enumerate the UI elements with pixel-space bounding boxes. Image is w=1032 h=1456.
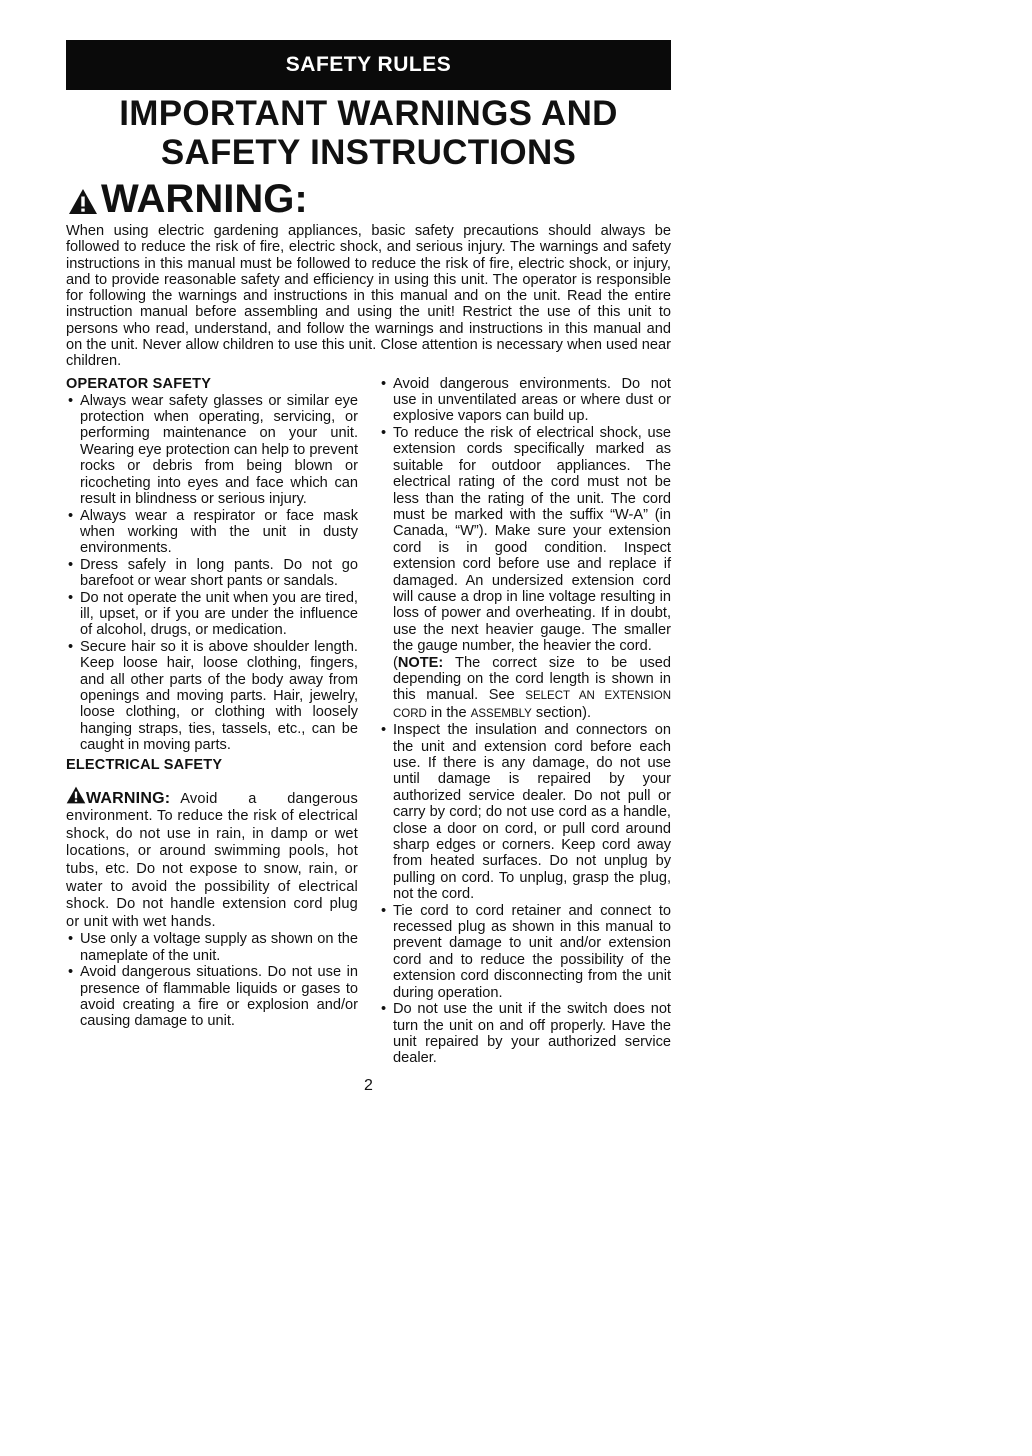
right-column-list	[379, 376, 671, 655]
list-item: • Avoid dangerous situations. Do not use in presence of flammable liquids or gases to avoid creating a fire or explosion and/or causing damage to unit.	[66, 964, 358, 1030]
list-item: • Do not operate the unit when you are tired, ill, upset, or if you are under the influence of alcohol, drugs, or medication.	[66, 590, 358, 639]
list-item: • Inspect the insulation and connectors on the unit and extension cord before each use. If there is any damage, do not use until damage is repaired by your authorized service dealer. Do not pull or carry by cord; do not use cord as a handle, close a door on cord, or pull cord around sharp edges or corners. Keep cord away from heated surfaces. Do not unplug by pulling on cord. To unplug, grasp the plug, not the cord.	[379, 722, 671, 902]
extension-cord-note	[379, 655, 671, 723]
left-column	[66, 376, 358, 1067]
title-line-1: IMPORTANT WARNINGS AND	[119, 94, 618, 133]
note-end: section).	[531, 704, 592, 721]
right-column-list-continued	[379, 722, 671, 1067]
list-item: • Dress safely in long pants. Do not go barefoot or wear short pants or sandals.	[66, 557, 358, 590]
banner-title: SAFETY RULES	[285, 53, 452, 76]
warning-label: WARNING:	[101, 177, 308, 221]
section-banner	[66, 40, 671, 90]
warning-heading	[68, 178, 671, 220]
electrical-warning-paragraph	[66, 786, 358, 932]
operator-safety-heading: OPERATOR SAFETY	[66, 375, 212, 392]
title-line-2: SAFETY INSTRUCTIONS	[160, 133, 577, 172]
note-mid: in the	[426, 704, 471, 721]
electrical-warning-label: WARNING:	[86, 789, 171, 807]
note-label: NOTE:	[397, 654, 444, 671]
two-column-body	[66, 376, 671, 1067]
note-ref-extension-cord: SELECT AN EXTENSION CORD	[393, 690, 672, 720]
manual-page	[66, 40, 671, 1095]
list-item: • Use only a voltage supply as shown on the nameplate of the unit.	[66, 931, 358, 964]
electrical-safety-list	[66, 931, 358, 1029]
intro-paragraph: When using electric gardening appliances, basic safety precautions should always be followed to reduce the risk of fire, electric shock, and serious injury. The warnings and safety instructions in this manual must be followed to reduce the risk of fire, electric shock, or injury, and to provide reasonable safety and efficiency in using this unit. The operator is responsible for following the warnings and instructions in this manual and on the unit. Read the entire instruction manual before assembling and using the unit! Restrict the use of this unit to persons who read, understand, and follow the warnings and instructions in this manual and on the unit. Never allow children to use this unit. Close attention is necessary when used near children.	[66, 223, 671, 370]
list-item: • Secure hair so it is above shoulder length. Keep loose hair, loose clothing, fingers, and all other parts of the body away from openings and moving parts. Hair, jewelry, loose clothing, or clothing with loosely hanging straps, ties, tassels, etc., can be caught in moving parts.	[66, 639, 358, 754]
right-column	[379, 376, 671, 1067]
list-item: • Always wear a respirator or face mask when working with the unit in dusty environments.	[66, 508, 358, 557]
electrical-warning-text: Avoid a dangerous environment. To reduce the risk of electrical shock, do not use in rain, in damp or wet locations, or around swimming pools, hot tubs, etc. Do not expose to snow, rain, or water to avoid the possibility of electrical shock. Do not handle extension cord plug or unit with wet hands.	[66, 790, 358, 930]
list-item: • To reduce the risk of electrical shock, use extension cords specifically marked as suitable for outdoor appliances. The electrical rating of the cord must not be less than the rating of the unit. The cord must be marked with the suffix “W-A” (in Canada, “W”). Make sure your extension cord is in good condition. Inspect extension cord before use and replace if damaged. An undersized extension cord will cause a drop in line voltage resulting in loss of power and overheating. If in doubt, use the next heavier gauge. The smaller the gauge number, the heavier the cord.	[379, 425, 671, 655]
note-open: (	[393, 654, 398, 671]
list-item: • Always wear safety glasses or similar eye protection when operating, servicing, or performing maintenance on your unit. Wearing eye protection can help to prevent rocks or debris from being blown or ricocheting into eyes and face which can result in blindness or serious injury.	[66, 393, 358, 508]
list-item: • Avoid dangerous environments. Do not use in unventilated areas or where dust or explosive vapors can build up.	[379, 376, 671, 425]
operator-safety-list	[66, 393, 358, 754]
warning-triangle-icon	[66, 786, 86, 804]
list-item: • Do not use the unit if the switch does not turn the unit on and off properly. Have the unit repaired by your authorized service dealer.	[379, 1001, 671, 1067]
page-number: 2	[364, 1076, 373, 1094]
note-ref-assembly: ASSEMBLY	[470, 707, 532, 720]
electrical-safety-heading: ELECTRICAL SAFETY	[66, 756, 223, 773]
page-title	[66, 94, 671, 172]
warning-triangle-icon	[68, 188, 98, 215]
note-text: The correct size to be used depending on the cord length is shown in this manual. See	[393, 654, 671, 704]
list-item: • Tie cord to cord retainer and connect to recessed plug as shown in this manual to prevent damage to unit and/or extension cord and to reduce the possibility of the extension cord disconnecting from the unit during operation.	[379, 903, 671, 1001]
